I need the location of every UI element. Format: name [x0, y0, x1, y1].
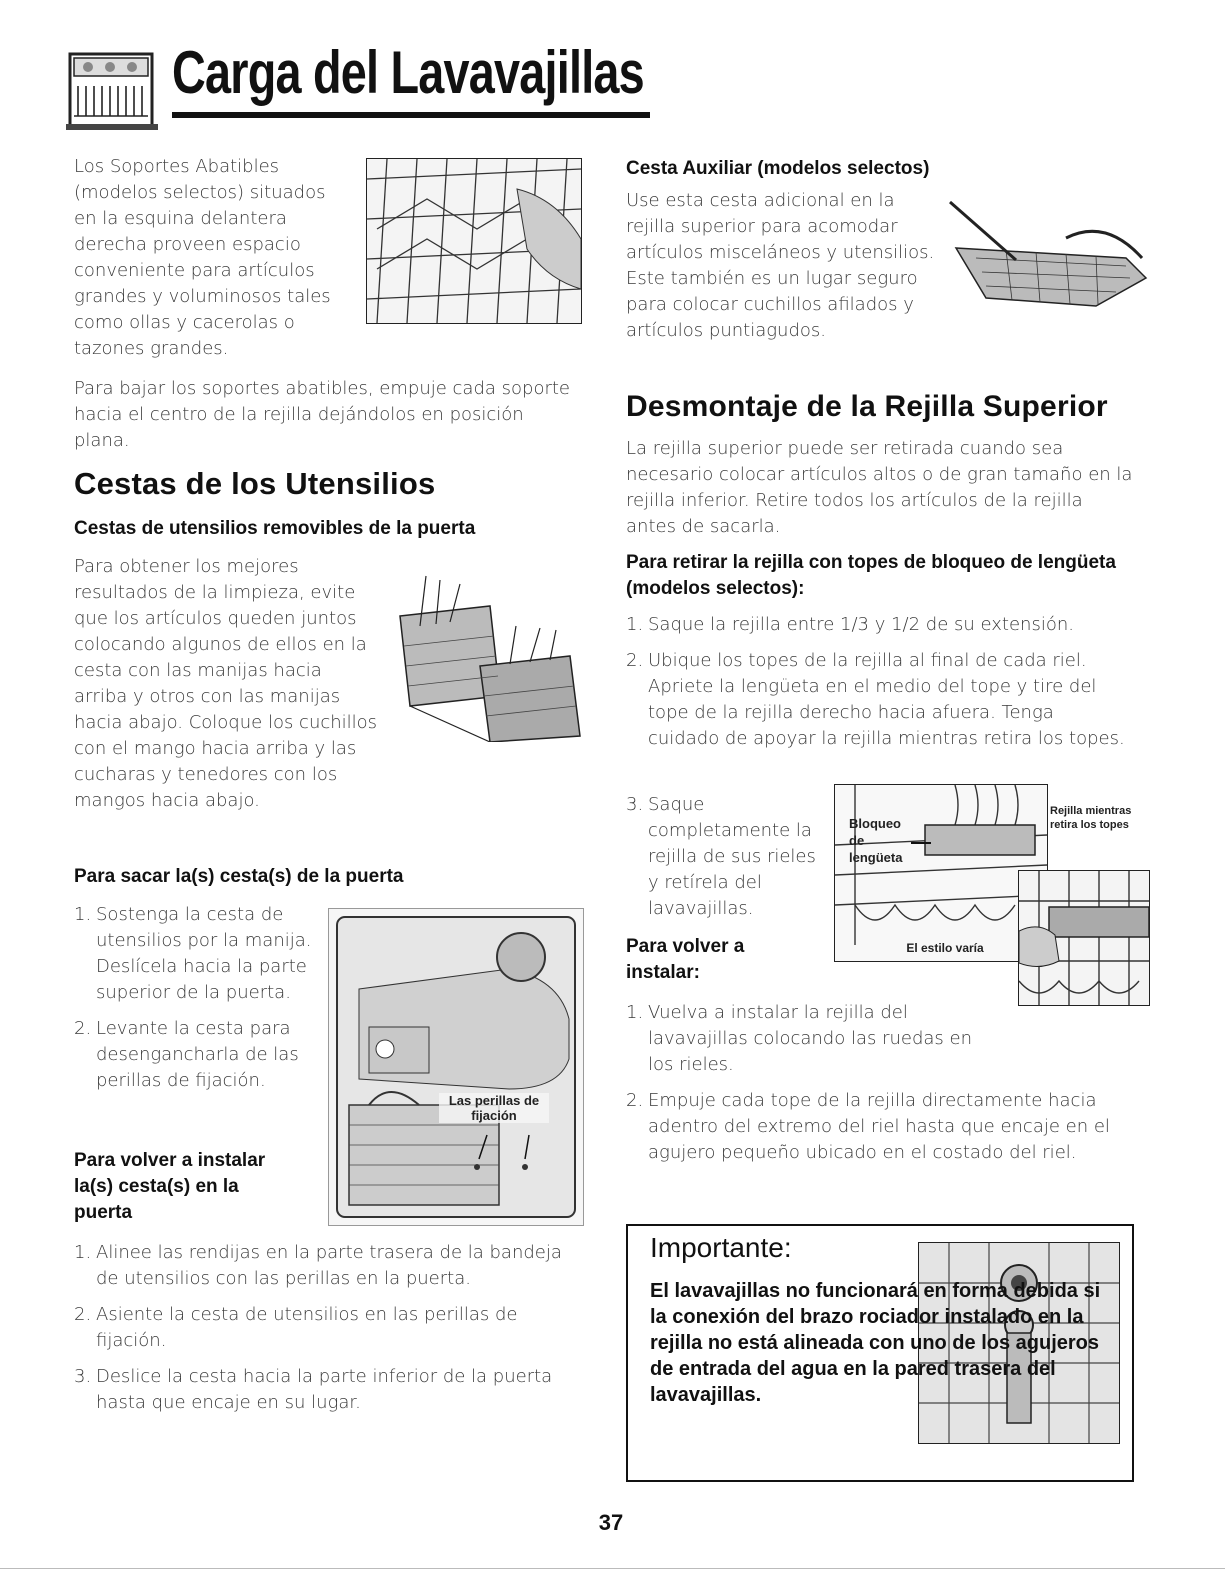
section-title-utensils: Cestas de los Utensilios	[74, 466, 436, 501]
remove-rack-steps-bottom	[626, 792, 826, 932]
door-baskets-paragraph: Para obtener los mejores resultados de la limpieza, evite que los artículos queden juntos colocando algunos de ellos en la cesta con las manijas hacia arriba y otros con las manijas hacia abajo. Coloque los cuchillos con el mango hacia arriba y las cucharas y tenedores con los mangos hacia abajo.	[74, 556, 378, 811]
lock-tab-label: Bloqueo de lengüeta	[849, 816, 903, 865]
subheading-reinstall-basket: Para volver a instalar la(s) cesta(s) en la puerta	[74, 1150, 266, 1223]
subheading-reinstall-rack: Para volver a instalar:	[626, 936, 745, 983]
style-varies-label: El estilo varía	[906, 941, 984, 955]
list-item: 3. Saque completamente la rejilla de sus rieles y retírela del lavavajillas.	[626, 794, 816, 919]
list-item: 1. Vuelva a instalar la rejilla del lavavajillas colocando las ruedas en los rieles.	[626, 1002, 972, 1075]
remove-rack-steps-top	[626, 612, 1126, 762]
header-icon	[66, 46, 158, 132]
utensil-basket-figure	[390, 566, 584, 742]
subheading-remove-rack: Para retirar la rejilla con topes de bloqueo de lengüeta (modelos selectos):	[626, 552, 1116, 599]
reinstall-basket-steps	[74, 1240, 574, 1426]
list-item: 1. Saque la rejilla entre 1/3 y 1/2 de su extensión.	[626, 614, 1074, 635]
important-text: El lavavajillas no funcionará en forma debida si la conexión del brazo rociador instalado en la rejilla no está alineada con uno de los agujeros de entrada del agua en la pared trasera del lavavajillas.	[650, 1280, 1101, 1406]
list-item: 2. Empuje cada tope de la rejilla directamente hacia adentro del extremo del riel hasta que encaje en el agujero pequeño ubicado en el costado del riel.	[626, 1090, 1110, 1163]
important-title: Importante:	[650, 1232, 792, 1263]
list-item: 2. Levante la cesta para desengancharla de las perillas de fijación.	[74, 1018, 299, 1091]
intro-paragraph: Los Soportes Abatibles (modelos selectos) situados en la esquina delantera derecha proveen espacio conveniente para artículos grandes y voluminosos tales como ollas y cacerolas o tazones grandes.	[74, 156, 331, 359]
page-title: Carga del Lavavajillas	[172, 39, 644, 106]
subheading-door-baskets: Cestas de utensilios removibles de la puerta	[74, 518, 476, 539]
lower-supports-paragraph: Para bajar los soportes abatibles, empuje cada soporte hacia el centro de la rejilla dejándolos en posición plana.	[74, 378, 570, 451]
door-figure-label: Las perillas de fijación	[439, 1093, 549, 1123]
rack-stop-figure	[834, 784, 1048, 962]
bottom-rule	[0, 1568, 1225, 1569]
list-item: 1. Alinee las rendijas en la parte trasera de la bandeja de utensilios con las perillas en la puerta.	[74, 1242, 562, 1289]
rack-support-figure	[1018, 870, 1150, 1006]
important-box	[626, 1224, 1134, 1482]
subheading-aux-basket: Cesta Auxiliar (modelos selectos)	[626, 158, 930, 179]
support-rack-label: Rejilla mientras retira los topes	[1050, 805, 1132, 831]
reinstall-rack-steps	[626, 1000, 1126, 1176]
list-item: 1. Sostenga la cesta de utensilios por la manija. Deslícela hacia la parte superior de la puerta.	[74, 904, 312, 1003]
section-title-upper-rack: Desmontaje de la Rejilla Superior	[626, 390, 1108, 423]
list-item: 2. Asiente la cesta de utensilios en las perillas de fijación.	[74, 1304, 518, 1351]
remove-basket-steps	[74, 902, 318, 1104]
page-number: 37	[598, 1510, 624, 1535]
door-figure	[328, 908, 584, 1226]
aux-basket-paragraph: Use esta cesta adicional en la rejilla superior para acomodar artículos misceláneos y utensilios. Este también es un lugar seguro para colocar cuchillos afilados y artículos puntiagudos.	[626, 190, 935, 341]
aux-basket-figure	[946, 198, 1150, 308]
upper-rack-paragraph: La rejilla superior puede ser retirada cuando sea necesario colocar artículos altos o de gran tamaño en la rejilla inferior. Retire todos los artículos de la rejilla antes de sacarla.	[626, 438, 1133, 537]
list-item: 2. Ubique los topes de la rejilla al final de cada riel. Apriete la lengüeta en el medio del tope y tire del tope de la rejilla derecho hacia afuera. Tenga cuidado de apoyar la rejilla mientras retira los topes.	[626, 650, 1125, 749]
rack-figure	[366, 158, 582, 324]
list-item: 3. Deslice la cesta hacia la parte inferior de la puerta hasta que encaje en su lugar.	[74, 1366, 553, 1413]
subheading-remove-basket: Para sacar la(s) cesta(s) de la puerta	[74, 866, 404, 887]
title-rule	[172, 112, 650, 118]
